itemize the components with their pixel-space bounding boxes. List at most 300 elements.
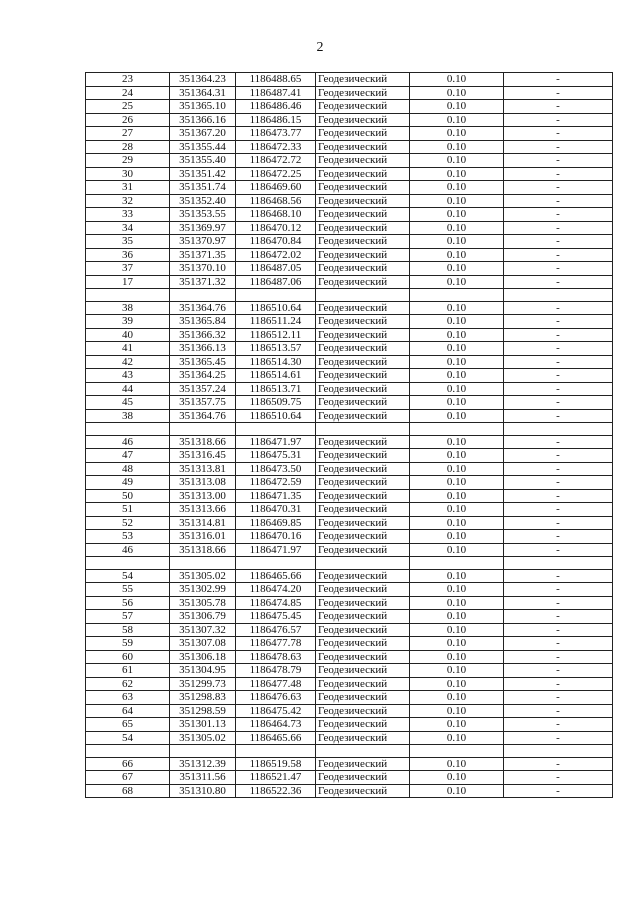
empty-cell [170,289,236,302]
y-coordinate-cell: 1186473.77 [236,127,316,141]
empty-cell [86,745,170,758]
table-row [86,248,613,262]
empty-cell [504,289,613,302]
table-row [86,355,613,369]
method-cell: Геодезический [316,543,410,557]
table-row [86,154,613,168]
y-coordinate-cell: 1186476.63 [236,691,316,705]
accuracy-cell: 0.10 [410,275,504,289]
accuracy-cell: 0.10 [410,623,504,637]
accuracy-cell: 0.10 [410,503,504,517]
accuracy-cell: 0.10 [410,691,504,705]
method-cell: Геодезический [316,248,410,262]
note-cell: - [504,771,613,785]
method-cell: Геодезический [316,650,410,664]
note-cell: - [504,235,613,249]
point-number-cell: 39 [86,315,170,329]
x-coordinate-cell: 351318.66 [170,543,236,557]
table-row [86,396,613,410]
x-coordinate-cell: 351364.23 [170,73,236,87]
method-cell: Геодезический [316,731,410,745]
note-cell: - [504,221,613,235]
y-coordinate-cell: 1186512.11 [236,328,316,342]
y-coordinate-cell: 1186471.97 [236,435,316,449]
empty-cell [504,745,613,758]
accuracy-cell: 0.10 [410,181,504,195]
table-row [86,328,613,342]
point-number-cell: 55 [86,583,170,597]
accuracy-cell: 0.10 [410,569,504,583]
point-number-cell: 51 [86,503,170,517]
y-coordinate-cell: 1186472.59 [236,476,316,490]
table-row [86,167,613,181]
table-row [86,262,613,276]
x-coordinate-cell: 351367.20 [170,127,236,141]
empty-cell [236,289,316,302]
point-number-cell: 34 [86,221,170,235]
table-row [86,771,613,785]
note-cell: - [504,569,613,583]
y-coordinate-cell: 1186470.16 [236,530,316,544]
y-coordinate-cell: 1186471.97 [236,543,316,557]
method-cell: Геодезический [316,449,410,463]
method-cell: Геодезический [316,100,410,114]
note-cell: - [504,596,613,610]
note-cell: - [504,623,613,637]
note-cell: - [504,757,613,771]
accuracy-cell: 0.10 [410,248,504,262]
accuracy-cell: 0.10 [410,530,504,544]
accuracy-cell: 0.10 [410,449,504,463]
table-row [86,489,613,503]
point-number-cell: 56 [86,596,170,610]
accuracy-cell: 0.10 [410,543,504,557]
method-cell: Геодезический [316,677,410,691]
method-cell: Геодезический [316,489,410,503]
method-cell: Геодезический [316,664,410,678]
coordinates-table [85,72,613,798]
accuracy-cell: 0.10 [410,127,504,141]
accuracy-cell: 0.10 [410,409,504,423]
y-coordinate-cell: 1186472.25 [236,167,316,181]
y-coordinate-cell: 1186514.30 [236,355,316,369]
note-cell: - [504,113,613,127]
y-coordinate-cell: 1186472.02 [236,248,316,262]
accuracy-cell: 0.10 [410,382,504,396]
x-coordinate-cell: 351305.78 [170,596,236,610]
accuracy-cell: 0.10 [410,86,504,100]
table-row [86,664,613,678]
y-coordinate-cell: 1186474.85 [236,596,316,610]
note-cell: - [504,275,613,289]
y-coordinate-cell: 1186475.42 [236,704,316,718]
x-coordinate-cell: 351371.32 [170,275,236,289]
section-separator-row [86,289,613,302]
method-cell: Геодезический [316,235,410,249]
x-coordinate-cell: 351355.40 [170,154,236,168]
section-separator-row [86,423,613,436]
note-cell: - [504,409,613,423]
y-coordinate-cell: 1186522.36 [236,784,316,798]
point-number-cell: 44 [86,382,170,396]
note-cell: - [504,342,613,356]
x-coordinate-cell: 351301.13 [170,718,236,732]
x-coordinate-cell: 351307.32 [170,623,236,637]
note-cell: - [504,610,613,624]
point-number-cell: 41 [86,342,170,356]
point-number-cell: 63 [86,691,170,705]
point-number-cell: 68 [86,784,170,798]
y-coordinate-cell: 1186470.31 [236,503,316,517]
x-coordinate-cell: 351365.84 [170,315,236,329]
note-cell: - [504,127,613,141]
method-cell: Геодезический [316,784,410,798]
table-row [86,100,613,114]
x-coordinate-cell: 351371.35 [170,248,236,262]
accuracy-cell: 0.10 [410,677,504,691]
point-number-cell: 58 [86,623,170,637]
x-coordinate-cell: 351311.56 [170,771,236,785]
note-cell: - [504,530,613,544]
table-row [86,637,613,651]
x-coordinate-cell: 351364.76 [170,301,236,315]
note-cell: - [504,154,613,168]
note-cell: - [504,194,613,208]
accuracy-cell: 0.10 [410,262,504,276]
method-cell: Геодезический [316,503,410,517]
point-number-cell: 53 [86,530,170,544]
method-cell: Геодезический [316,530,410,544]
method-cell: Геодезический [316,704,410,718]
accuracy-cell: 0.10 [410,235,504,249]
accuracy-cell: 0.10 [410,784,504,798]
y-coordinate-cell: 1186487.06 [236,275,316,289]
empty-cell [316,289,410,302]
method-cell: Геодезический [316,691,410,705]
point-number-cell: 62 [86,677,170,691]
note-cell: - [504,489,613,503]
point-number-cell: 30 [86,167,170,181]
method-cell: Геодезический [316,73,410,87]
accuracy-cell: 0.10 [410,610,504,624]
method-cell: Геодезический [316,355,410,369]
note-cell: - [504,503,613,517]
table-row [86,677,613,691]
accuracy-cell: 0.10 [410,516,504,530]
point-number-cell: 26 [86,113,170,127]
note-cell: - [504,704,613,718]
note-cell: - [504,396,613,410]
accuracy-cell: 0.10 [410,194,504,208]
method-cell: Геодезический [316,569,410,583]
method-cell: Геодезический [316,342,410,356]
note-cell: - [504,476,613,490]
y-coordinate-cell: 1186510.64 [236,301,316,315]
note-cell: - [504,435,613,449]
section-separator-row [86,557,613,570]
point-number-cell: 49 [86,476,170,490]
note-cell: - [504,140,613,154]
table-row [86,476,613,490]
point-number-cell: 66 [86,757,170,771]
x-coordinate-cell: 351306.79 [170,610,236,624]
empty-cell [86,289,170,302]
point-number-cell: 50 [86,489,170,503]
method-cell: Геодезический [316,181,410,195]
method-cell: Геодезический [316,275,410,289]
method-cell: Геодезический [316,127,410,141]
point-number-cell: 60 [86,650,170,664]
table-row [86,315,613,329]
x-coordinate-cell: 351364.25 [170,369,236,383]
table-row [86,462,613,476]
x-coordinate-cell: 351351.74 [170,181,236,195]
x-coordinate-cell: 351318.66 [170,435,236,449]
table-row [86,583,613,597]
x-coordinate-cell: 351307.08 [170,637,236,651]
table-row [86,650,613,664]
point-number-cell: 17 [86,275,170,289]
note-cell: - [504,731,613,745]
empty-cell [170,423,236,436]
empty-cell [316,745,410,758]
table-row [86,543,613,557]
point-number-cell: 35 [86,235,170,249]
method-cell: Геодезический [316,208,410,222]
y-coordinate-cell: 1186510.64 [236,409,316,423]
table-row [86,530,613,544]
accuracy-cell: 0.10 [410,342,504,356]
y-coordinate-cell: 1186478.79 [236,664,316,678]
table-row [86,731,613,745]
accuracy-cell: 0.10 [410,462,504,476]
note-cell: - [504,691,613,705]
method-cell: Геодезический [316,435,410,449]
point-number-cell: 46 [86,435,170,449]
empty-cell [316,557,410,570]
note-cell: - [504,208,613,222]
table-row [86,623,613,637]
y-coordinate-cell: 1186488.65 [236,73,316,87]
table-row [86,221,613,235]
accuracy-cell: 0.10 [410,476,504,490]
accuracy-cell: 0.10 [410,637,504,651]
point-number-cell: 64 [86,704,170,718]
y-coordinate-cell: 1186486.46 [236,100,316,114]
empty-cell [236,423,316,436]
x-coordinate-cell: 351314.81 [170,516,236,530]
table-row [86,569,613,583]
note-cell: - [504,718,613,732]
table-row [86,503,613,517]
table-row [86,301,613,315]
accuracy-cell: 0.10 [410,113,504,127]
point-number-cell: 31 [86,181,170,195]
point-number-cell: 28 [86,140,170,154]
y-coordinate-cell: 1186486.15 [236,113,316,127]
point-number-cell: 29 [86,154,170,168]
y-coordinate-cell: 1186478.63 [236,650,316,664]
note-cell: - [504,73,613,87]
x-coordinate-cell: 351312.39 [170,757,236,771]
y-coordinate-cell: 1186468.56 [236,194,316,208]
x-coordinate-cell: 351316.01 [170,530,236,544]
x-coordinate-cell: 351365.45 [170,355,236,369]
method-cell: Геодезический [316,328,410,342]
x-coordinate-cell: 351353.55 [170,208,236,222]
accuracy-cell: 0.10 [410,301,504,315]
accuracy-cell: 0.10 [410,489,504,503]
note-cell: - [504,355,613,369]
point-number-cell: 67 [86,771,170,785]
point-number-cell: 38 [86,409,170,423]
accuracy-cell: 0.10 [410,583,504,597]
x-coordinate-cell: 351305.02 [170,731,236,745]
note-cell: - [504,462,613,476]
y-coordinate-cell: 1186476.57 [236,623,316,637]
table-row [86,194,613,208]
table-row [86,435,613,449]
empty-cell [504,423,613,436]
x-coordinate-cell: 351299.73 [170,677,236,691]
table-row [86,275,613,289]
point-number-cell: 38 [86,301,170,315]
y-coordinate-cell: 1186475.45 [236,610,316,624]
x-coordinate-cell: 351313.08 [170,476,236,490]
method-cell: Геодезический [316,596,410,610]
y-coordinate-cell: 1186477.78 [236,637,316,651]
note-cell: - [504,664,613,678]
note-cell: - [504,181,613,195]
accuracy-cell: 0.10 [410,435,504,449]
y-coordinate-cell: 1186464.73 [236,718,316,732]
point-number-cell: 27 [86,127,170,141]
table-row [86,382,613,396]
x-coordinate-cell: 351304.95 [170,664,236,678]
table-row [86,342,613,356]
x-coordinate-cell: 351370.10 [170,262,236,276]
note-cell: - [504,315,613,329]
table-row [86,757,613,771]
empty-cell [410,423,504,436]
x-coordinate-cell: 351357.24 [170,382,236,396]
note-cell: - [504,637,613,651]
y-coordinate-cell: 1186469.60 [236,181,316,195]
accuracy-cell: 0.10 [410,221,504,235]
x-coordinate-cell: 351298.59 [170,704,236,718]
method-cell: Геодезический [316,315,410,329]
point-number-cell: 37 [86,262,170,276]
table-row [86,610,613,624]
x-coordinate-cell: 351355.44 [170,140,236,154]
point-number-cell: 52 [86,516,170,530]
x-coordinate-cell: 351316.45 [170,449,236,463]
table-row [86,73,613,87]
note-cell: - [504,784,613,798]
note-cell: - [504,449,613,463]
method-cell: Геодезический [316,476,410,490]
x-coordinate-cell: 351365.10 [170,100,236,114]
point-number-cell: 61 [86,664,170,678]
y-coordinate-cell: 1186513.71 [236,382,316,396]
x-coordinate-cell: 351364.31 [170,86,236,100]
method-cell: Геодезический [316,140,410,154]
method-cell: Геодезический [316,262,410,276]
x-coordinate-cell: 351366.13 [170,342,236,356]
method-cell: Геодезический [316,757,410,771]
empty-cell [86,557,170,570]
empty-cell [170,557,236,570]
x-coordinate-cell: 351369.97 [170,221,236,235]
method-cell: Геодезический [316,771,410,785]
point-number-cell: 40 [86,328,170,342]
empty-cell [410,289,504,302]
x-coordinate-cell: 351313.66 [170,503,236,517]
point-number-cell: 43 [86,369,170,383]
method-cell: Геодезический [316,718,410,732]
y-coordinate-cell: 1186519.58 [236,757,316,771]
point-number-cell: 24 [86,86,170,100]
note-cell: - [504,301,613,315]
point-number-cell: 57 [86,610,170,624]
accuracy-cell: 0.10 [410,718,504,732]
table-row [86,691,613,705]
method-cell: Геодезический [316,516,410,530]
point-number-cell: 36 [86,248,170,262]
note-cell: - [504,677,613,691]
y-coordinate-cell: 1186473.50 [236,462,316,476]
y-coordinate-cell: 1186471.35 [236,489,316,503]
x-coordinate-cell: 351305.02 [170,569,236,583]
accuracy-cell: 0.10 [410,596,504,610]
x-coordinate-cell: 351370.97 [170,235,236,249]
accuracy-cell: 0.10 [410,664,504,678]
accuracy-cell: 0.10 [410,73,504,87]
method-cell: Геодезический [316,194,410,208]
note-cell: - [504,167,613,181]
method-cell: Геодезический [316,113,410,127]
point-number-cell: 59 [86,637,170,651]
page-number: 2 [316,40,324,55]
table-row [86,127,613,141]
method-cell: Геодезический [316,409,410,423]
point-number-cell: 32 [86,194,170,208]
y-coordinate-cell: 1186469.85 [236,516,316,530]
method-cell: Геодезический [316,396,410,410]
x-coordinate-cell: 351357.75 [170,396,236,410]
accuracy-cell: 0.10 [410,771,504,785]
table-row [86,704,613,718]
y-coordinate-cell: 1186465.66 [236,731,316,745]
table-row [86,86,613,100]
point-number-cell: 65 [86,718,170,732]
x-coordinate-cell: 351366.32 [170,328,236,342]
table-row [86,784,613,798]
table-row [86,113,613,127]
point-number-cell: 33 [86,208,170,222]
table-row [86,718,613,732]
method-cell: Геодезический [316,462,410,476]
table-row [86,208,613,222]
accuracy-cell: 0.10 [410,100,504,114]
note-cell: - [504,262,613,276]
accuracy-cell: 0.10 [410,140,504,154]
x-coordinate-cell: 351310.80 [170,784,236,798]
x-coordinate-cell: 351351.42 [170,167,236,181]
x-coordinate-cell: 351306.18 [170,650,236,664]
y-coordinate-cell: 1186514.61 [236,369,316,383]
accuracy-cell: 0.10 [410,704,504,718]
